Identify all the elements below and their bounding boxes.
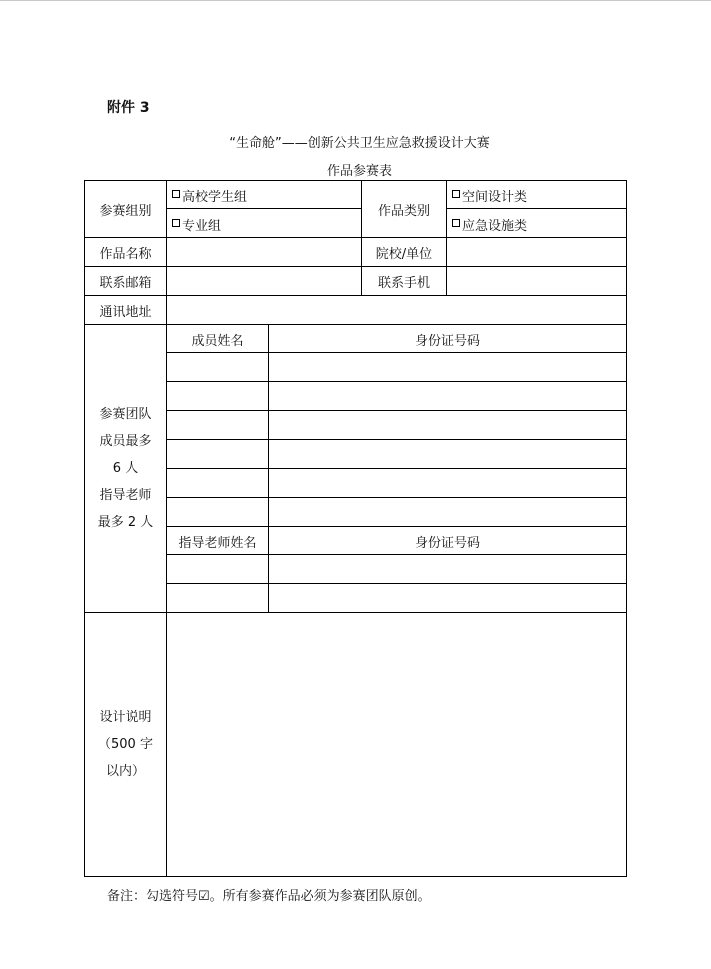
- email-field[interactable]: [167, 267, 361, 295]
- school-label: 院校/单位: [375, 246, 433, 262]
- phone-label: 联系手机: [377, 275, 430, 291]
- team-label-line: 成员最多: [99, 434, 152, 449]
- table-divider: [166, 497, 627, 498]
- form-title: “生命舱”——创新公共卫生应急救援设计大赛: [229, 136, 490, 151]
- table-divider: [166, 410, 627, 411]
- table-divider: [166, 583, 627, 584]
- phone-field[interactable]: [447, 267, 626, 295]
- advisor-name-header: 指导老师姓名: [178, 535, 257, 551]
- work-name-field[interactable]: [167, 238, 361, 266]
- email-label: 联系邮箱: [99, 275, 152, 291]
- checkbox-icon[interactable]: [172, 190, 180, 198]
- group-option-student[interactable]: [172, 181, 247, 209]
- option-label: 空间设计类: [462, 189, 528, 205]
- address-label: 通讯地址: [99, 304, 152, 320]
- checkbox-icon[interactable]: [452, 190, 460, 198]
- checkbox-icon[interactable]: [452, 219, 460, 227]
- design-label-line: 以内）: [105, 764, 145, 779]
- design-label-line: （500 字: [98, 737, 153, 752]
- category-option-space[interactable]: [452, 181, 527, 209]
- table-divider: [166, 381, 627, 382]
- design-label: [85, 613, 166, 876]
- top-rule: [0, 0, 711, 1]
- footnote: 备注：勾选符号☑。所有参赛作品必须为参赛团队原创。: [107, 889, 431, 904]
- table-divider: [166, 439, 627, 440]
- option-label: 高校学生组: [182, 189, 248, 205]
- table-border-right: [626, 180, 627, 877]
- form-subtitle: 作品参赛表: [326, 164, 392, 179]
- group-label: 参赛组别: [99, 203, 152, 219]
- attachment-label: 附件 3: [107, 100, 150, 116]
- member-id-header: 身份证号码: [414, 333, 480, 349]
- design-label-line: 设计说明: [99, 710, 152, 725]
- work-name-label: 作品名称: [99, 246, 152, 262]
- category-option-facility[interactable]: [452, 210, 527, 238]
- school-field[interactable]: [447, 238, 626, 266]
- option-label: 应急设施类: [462, 218, 528, 234]
- team-label-line: 6 人: [112, 461, 139, 476]
- member-name-header: 成员姓名: [191, 333, 244, 349]
- advisor-id-header: 身份证号码: [414, 535, 480, 551]
- address-field[interactable]: [167, 296, 626, 324]
- team-label-line: 最多 2 人: [97, 515, 154, 530]
- checkbox-icon[interactable]: [172, 219, 180, 227]
- team-label-line: 指导老师: [99, 488, 152, 503]
- table-divider: [166, 468, 627, 469]
- design-description-field[interactable]: [167, 613, 626, 876]
- category-label: 作品类别: [377, 203, 430, 219]
- team-label: [85, 325, 166, 612]
- group-option-professional[interactable]: [172, 210, 221, 238]
- team-label-line: 参赛团队: [99, 407, 152, 422]
- option-label: 专业组: [182, 218, 222, 234]
